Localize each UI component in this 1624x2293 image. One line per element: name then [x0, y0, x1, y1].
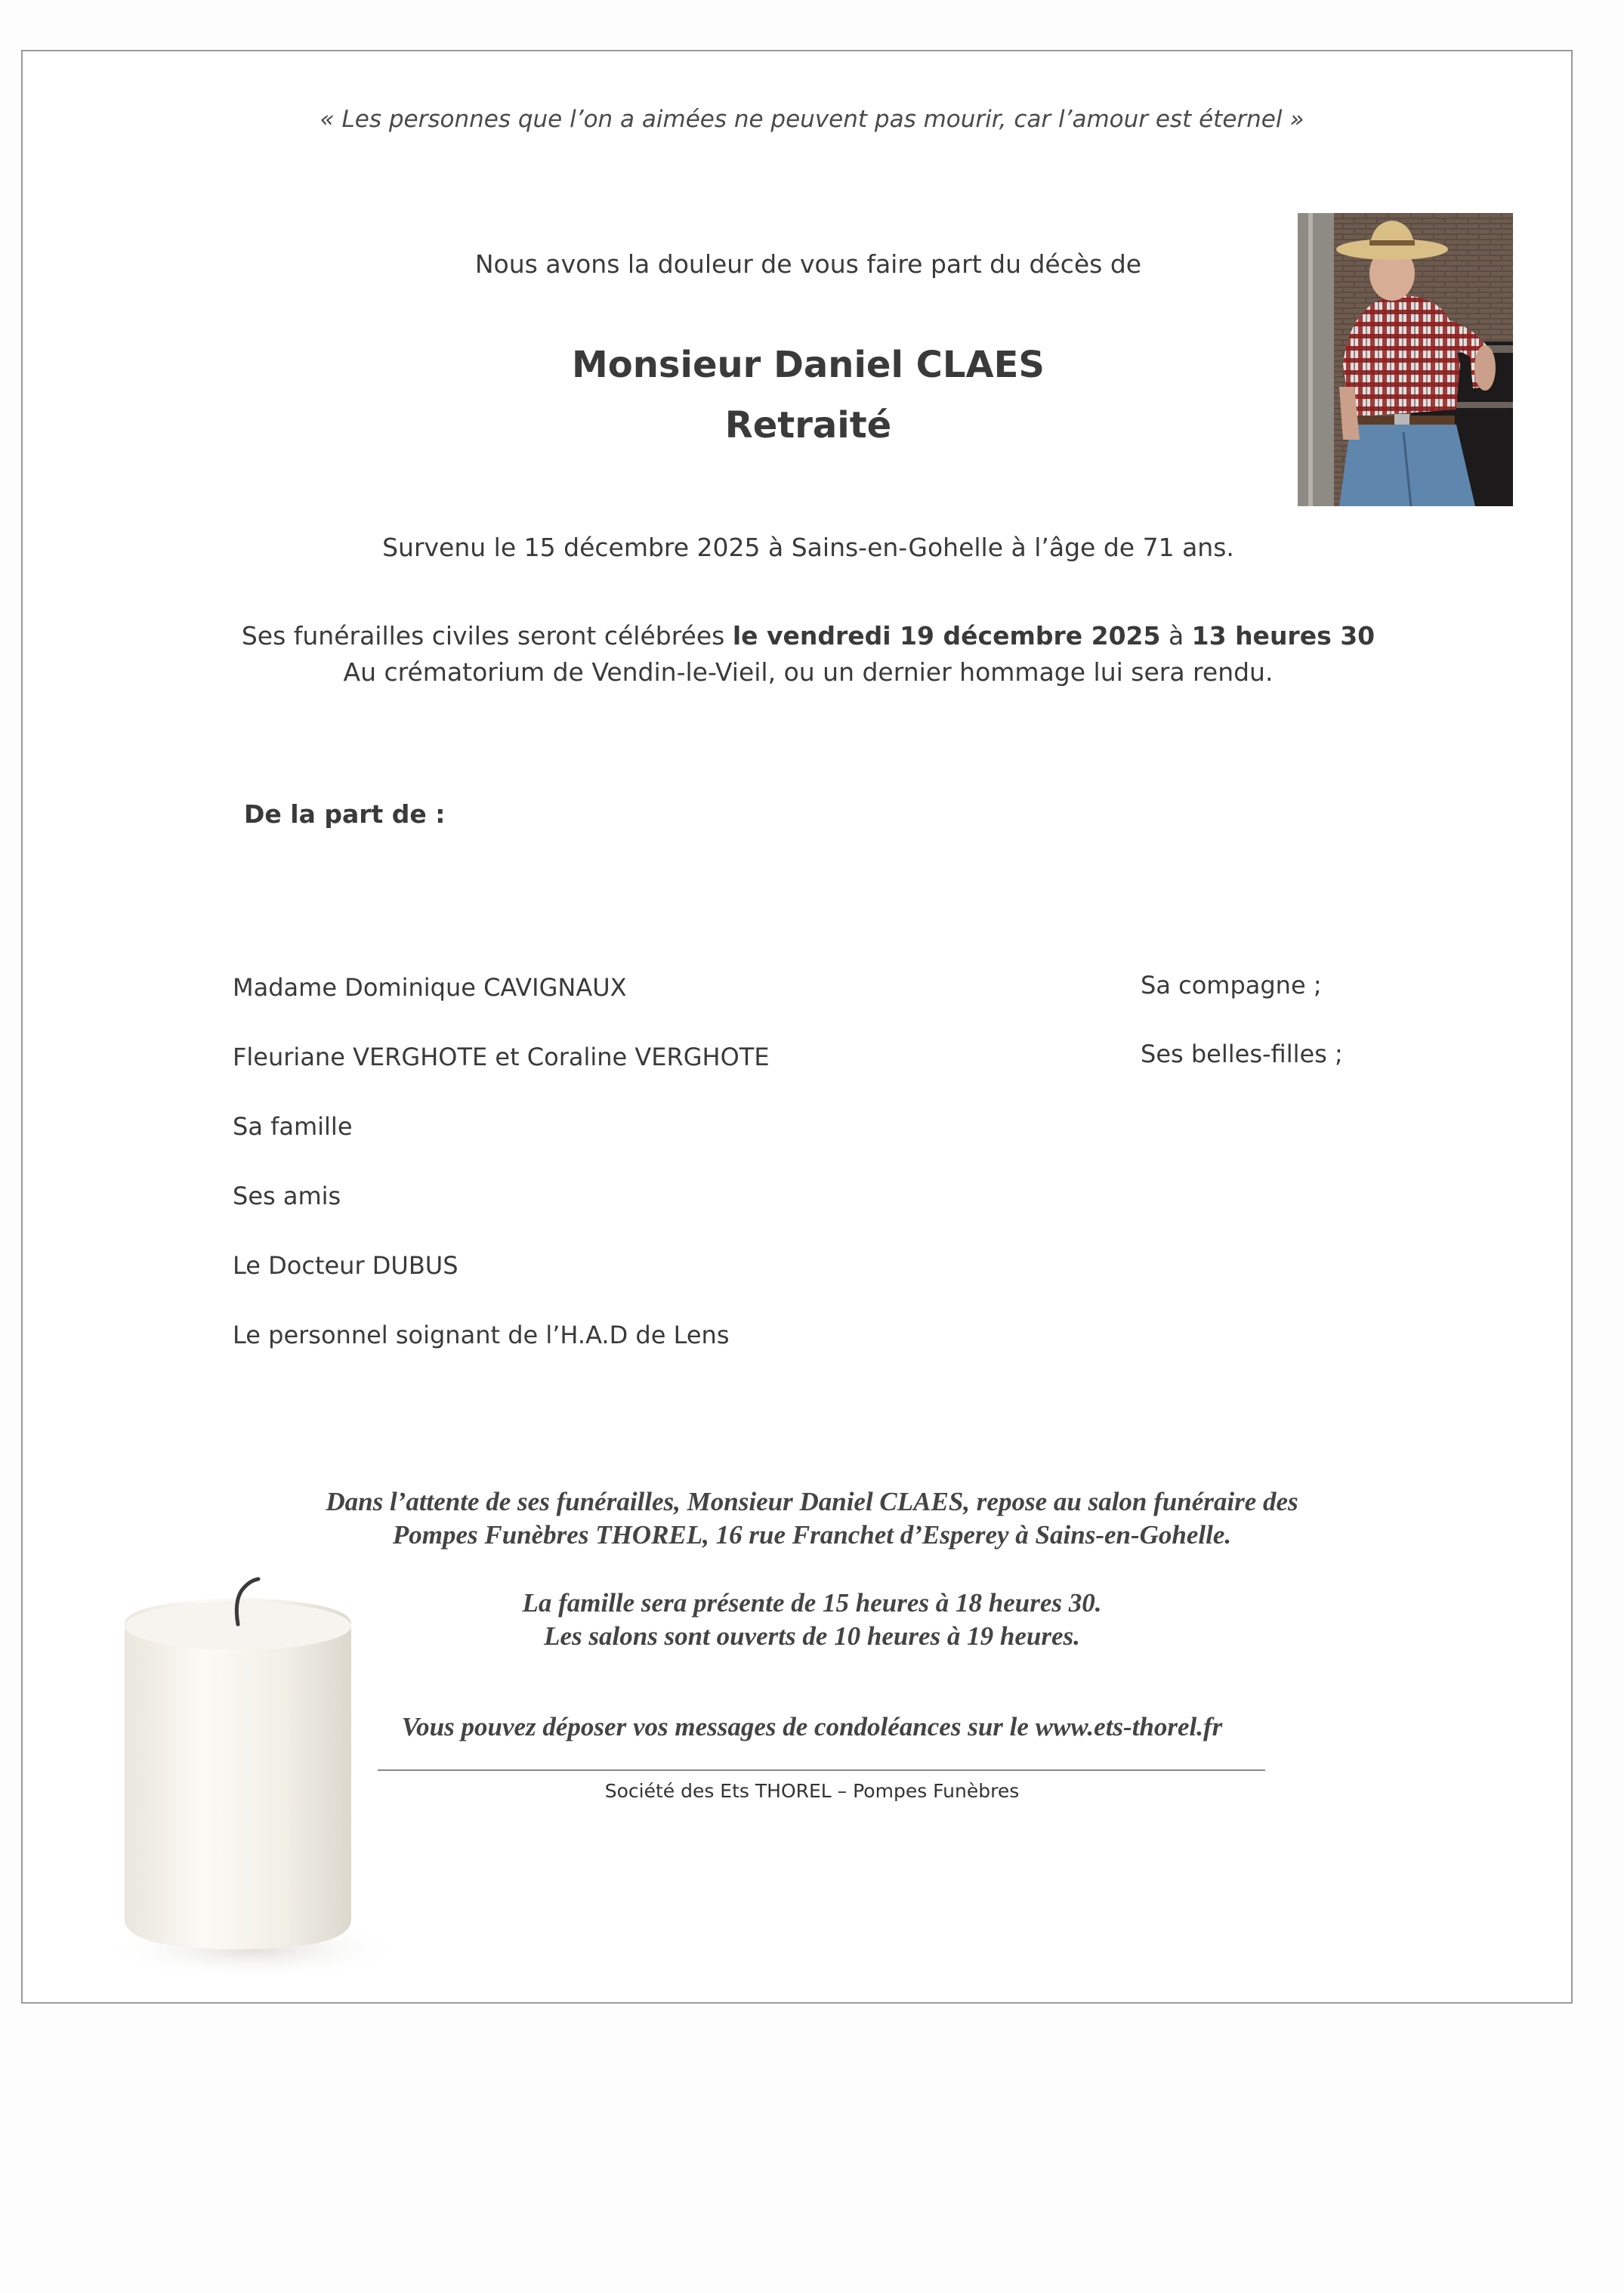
funeral-mid: à	[1160, 621, 1192, 651]
family-member-name: Madame Dominique CAVIGNAUX	[233, 973, 627, 1002]
deceased-name: Monsieur Daniel CLAES	[572, 344, 1045, 386]
funeral-prefix: Ses funérailles civiles seront célébrées	[241, 621, 733, 651]
rest-line-2: Pompes Funèbres THOREL, 16 rue Franchet d’Esperey à Sains-en-Gohelle.	[392, 1520, 1232, 1550]
portrait-photo	[1298, 213, 1513, 506]
family-member-name: Fleuriane VERGHOTE et Coraline VERGHOTE	[233, 1043, 770, 1071]
rest-line-1: Dans l’attente de ses funérailles, Monsieur Daniel CLAES, repose au salon funéraire des	[326, 1487, 1298, 1516]
funeral-details	[204, 621, 1413, 651]
quote: « Les personnes que l’on a aimées ne peuvent pas mourir, car l’amour est éternel »	[320, 106, 1304, 133]
family-member-name: Ses amis	[233, 1182, 341, 1210]
presence-line-1: La famille sera présente de 15 heures à 18 heures 30.	[522, 1588, 1102, 1618]
family-member-name: Le Docteur DUBUS	[233, 1251, 458, 1280]
family-member-relation: Ses belles-filles ;	[1141, 1040, 1343, 1068]
funeral-day: le vendredi 19 décembre 2025	[732, 621, 1161, 651]
death-details: Survenu le 15 décembre 2025 à Sains-en-Gohelle à l’âge de 71 ans.	[382, 533, 1234, 562]
presence-line-2: Les salons sont ouverts de 10 heures à 19 heures.	[544, 1621, 1080, 1651]
funeral-place: Au crématorium de Vendin-le-Vieil, ou un dernier hommage lui sera rendu.	[343, 657, 1274, 687]
condolences-line: Vous pouvez déposer vos messages de condoléances sur le www.ets-thorel.fr	[401, 1712, 1223, 1741]
family-member-name: Sa famille	[233, 1112, 353, 1141]
funeral-time: 13 heures 30	[1191, 621, 1375, 651]
family-member-name: Le personnel soignant de l’H.A.D de Lens	[233, 1321, 730, 1349]
deceased-occupation: Retraité	[724, 404, 892, 447]
company-name: Société des Ets THOREL – Pompes Funèbres	[604, 1780, 1020, 1802]
footer-divider	[378, 1769, 1265, 1771]
family-heading: De la part de :	[244, 799, 446, 829]
family-member-relation: Sa compagne ;	[1141, 971, 1322, 1000]
intro-text: Nous avons la douleur de vous faire part du décès de	[474, 249, 1142, 279]
